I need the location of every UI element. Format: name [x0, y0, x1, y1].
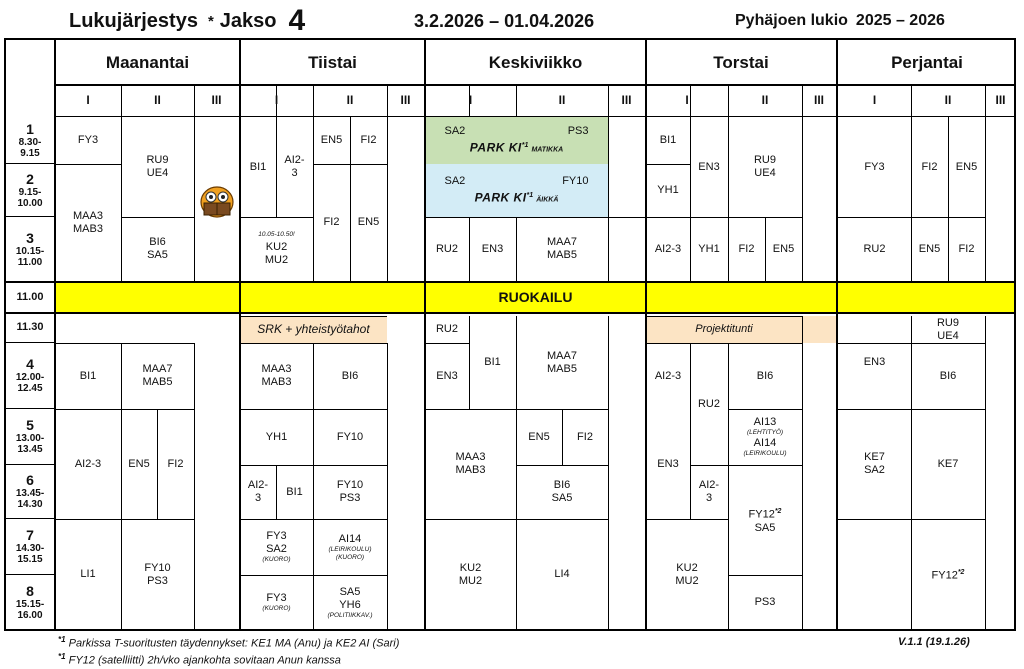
course-note: (KUORO) [262, 556, 291, 563]
grid-vline [985, 316, 986, 630]
period-time: 12.45 [17, 383, 43, 394]
course-code: YH1 [657, 184, 679, 196]
course-cell [240, 343, 313, 409]
course-cell [313, 465, 387, 519]
course-code: RU9 [146, 154, 169, 166]
course-cell [838, 217, 911, 281]
course-code: FY3 [864, 160, 885, 173]
course-code: RU9 [936, 316, 959, 329]
course-cell [425, 409, 516, 519]
course-code: FI2 [958, 242, 975, 255]
day-header-keskiviikko: Keskiviikko [488, 52, 583, 72]
course-code: 3 [254, 492, 262, 504]
course-cell [313, 343, 387, 409]
group-header-i: I [468, 93, 473, 107]
period-time: 11.30 [16, 321, 44, 333]
course-code: AI2-3 [654, 369, 682, 382]
course-cell [350, 164, 387, 281]
course-cell [240, 519, 313, 575]
course-footnote-marker: *2 [774, 508, 782, 516]
grid-vline [608, 316, 609, 630]
course-code: EN5 [528, 430, 550, 443]
course-code: MAB5 [547, 362, 577, 375]
period-label [6, 575, 54, 630]
course-cell [690, 217, 728, 281]
date-range [414, 6, 594, 36]
park-matikka-course-b: PS3 [567, 124, 589, 137]
period-time: 16.00 [17, 610, 43, 621]
course-cell [240, 217, 313, 281]
school-info [735, 6, 945, 36]
course-cell [313, 519, 387, 575]
course-cell [911, 343, 985, 409]
course-cell [516, 409, 562, 465]
course-cell [948, 217, 985, 281]
course-code: AI2- [284, 154, 305, 166]
course-code: LI4 [554, 568, 570, 580]
course-code: UE4 [937, 329, 959, 342]
period-label [6, 282, 54, 312]
srk-label: SRK + yhteistyötahot [257, 322, 370, 336]
course-code: EN5 [955, 160, 978, 173]
period-time: 8.30- [18, 136, 42, 148]
course-cell [121, 217, 194, 281]
footnote-2-text: FY12 (satelliitti) 2h/vko ajankohta sovitaan Anun kanssa [68, 654, 341, 667]
course-cell [240, 575, 313, 630]
footnote-2-marker: *1 [58, 652, 66, 661]
course-code: FY12$^{*2}$ [931, 569, 965, 582]
period-time: 9.15- [18, 186, 42, 198]
period-number: 2 [26, 170, 34, 187]
course-code: MAB3 [455, 464, 486, 476]
group-header-i: I [274, 93, 279, 107]
course-cell [690, 117, 728, 217]
course-code: FI2 [360, 134, 377, 146]
period-time: 9.15 [20, 147, 40, 159]
course-code: SA5 [147, 249, 168, 261]
course-cell [646, 519, 728, 630]
course-code: BI6 [553, 479, 571, 491]
period-label [6, 343, 54, 408]
course-code: EN3 [481, 242, 504, 255]
course-cell [646, 164, 690, 217]
park-matikka-course-a: SA2 [444, 124, 466, 137]
group-header-iii: III [211, 93, 222, 107]
course-cell [425, 316, 469, 343]
course-cell [350, 117, 387, 164]
period-label [6, 409, 54, 464]
group-header-iii: III [621, 93, 632, 107]
group-header-iii: III [400, 93, 411, 107]
grid-hline [4, 312, 1016, 314]
park-aikka-title: PARK KI [474, 190, 527, 205]
course-code: MU2 [458, 574, 483, 587]
cell-note: 10.05-10.50! [258, 231, 295, 238]
course-note: (LEHTITYÖ) [746, 429, 784, 436]
course-code: MAA7 [547, 236, 577, 248]
course-code: YH1 [265, 430, 288, 443]
course-code: MAB3 [261, 376, 292, 388]
course-code: BI1 [286, 485, 303, 498]
grid-vline [985, 117, 986, 281]
course-cell [121, 117, 194, 217]
course-cell [728, 217, 765, 281]
course-code: AI2- [698, 479, 720, 491]
course-cell [240, 465, 276, 519]
grid-vline [387, 117, 388, 281]
course-cell [425, 343, 469, 409]
course-footnote-marker: *2 [957, 569, 965, 577]
course-cell [469, 316, 516, 409]
course-code: AI2- [247, 479, 269, 491]
version-label: V.1.1 (19.1.26) [898, 636, 970, 648]
course-code: 3 [705, 492, 713, 504]
course-cell [562, 409, 608, 465]
course-cell [690, 343, 728, 465]
day-header-maanantai: Maanantai [105, 52, 190, 72]
course-code: KE7 [937, 457, 959, 470]
period-time: 11.00 [16, 290, 44, 303]
period-label [6, 313, 54, 342]
group-header-iii: III [995, 93, 1006, 107]
period-time: 11.00 [17, 256, 43, 268]
period-number: 4 [26, 356, 34, 372]
course-cell [157, 409, 194, 519]
period-number: 6 [26, 472, 34, 488]
course-cell [313, 409, 387, 465]
period-label [6, 465, 54, 518]
park-matikka-sub: MATIKKA [531, 146, 564, 154]
course-cell [728, 343, 802, 409]
course-code: MAA3 [261, 363, 292, 375]
course-code: FI2 [921, 160, 938, 173]
course-code: AI14 [338, 532, 362, 545]
course-code: UE4 [754, 167, 776, 179]
course-code: RU9 [753, 154, 776, 166]
park-matikka-title: PARK KI [469, 140, 522, 155]
course-code: AI13 [753, 416, 777, 428]
course-code: EN3 [657, 457, 679, 470]
course-code: BI1 [79, 369, 97, 382]
course-note: (POLITIIKKAV.) [327, 611, 373, 619]
period-time: 10.15- [15, 245, 45, 257]
course-code: FY10 [336, 430, 364, 443]
course-cell [121, 519, 194, 630]
period-time: 13.00- [15, 433, 45, 444]
course-code: MU2 [264, 254, 289, 266]
group-header-i: I [86, 93, 90, 107]
course-code: FI2 [738, 242, 755, 255]
course-code: KU2 [459, 561, 482, 574]
course-cell [516, 465, 608, 519]
course-cell [55, 164, 121, 281]
course-cell [516, 519, 608, 630]
group-header-ii: II [944, 93, 952, 107]
reading-mascot-icon [198, 182, 236, 220]
course-cell [646, 217, 690, 281]
course-code: KE7 [864, 451, 885, 463]
footnote-2 [58, 652, 341, 667]
course-code: BI6 [341, 369, 359, 382]
title-star: * [207, 12, 214, 30]
footnote-1-marker: *1 [58, 635, 66, 644]
course-code: FY10 [336, 479, 364, 491]
course-code: EN5 [918, 242, 941, 255]
grid-vline [802, 117, 803, 281]
course-note: (KUORO) [262, 605, 291, 612]
period-number: 8 [26, 583, 34, 599]
course-code: PS3 [147, 574, 168, 587]
period-label [6, 519, 54, 574]
day-header-perjantai: Perjantai [891, 52, 963, 72]
period-time: 15.15- [15, 599, 45, 610]
course-cell [55, 343, 121, 409]
course-code: KU2 [676, 561, 698, 574]
course-code: EN5 [128, 457, 150, 470]
course-cell [425, 519, 516, 630]
course-cell [838, 409, 911, 519]
course-code: FY3 [266, 592, 287, 604]
course-note: (LEIRIKOULU) [328, 545, 372, 553]
course-code: EN3 [436, 369, 458, 382]
projekti-label: Projektitunti [695, 323, 753, 335]
course-code: SA5 [551, 492, 573, 504]
course-code: MAA7 [547, 349, 577, 362]
course-cell [690, 465, 728, 519]
course-cell [911, 117, 948, 217]
course-code: UE4 [146, 167, 169, 179]
group-header-iii: III [813, 93, 824, 107]
lunch-label: RUOKAILU [498, 288, 573, 305]
period-time: 15.15 [17, 554, 43, 565]
course-code: MAB5 [547, 249, 577, 261]
park-matikka-sup: *1 [521, 141, 529, 149]
course-cell [425, 217, 469, 281]
course-cell [838, 316, 911, 409]
park-aikka-sup: *1 [526, 191, 534, 199]
course-cell [646, 343, 690, 409]
grid-vline [802, 316, 803, 630]
group-header-i: I [872, 93, 877, 107]
course-cell [728, 575, 802, 630]
course-cell [516, 217, 608, 281]
course-code: AI2-3 [74, 457, 102, 470]
course-code: EN5 [357, 216, 380, 228]
grid-vline [608, 117, 609, 281]
course-code: RU2 [435, 242, 458, 255]
course-cell [240, 409, 313, 465]
course-cell [516, 316, 608, 409]
park-aikka-sub: ÄIKKÄ [536, 196, 559, 204]
group-header-ii: II [558, 93, 566, 107]
course-code: BI1 [484, 356, 501, 368]
course-code: MAA7 [142, 363, 173, 375]
course-code: KU2 [265, 241, 288, 253]
course-cell [728, 465, 802, 575]
course-code: SA2 [266, 543, 287, 555]
course-cell [313, 575, 387, 630]
course-code: AI2-3 [654, 242, 682, 255]
course-cell [765, 217, 802, 281]
period-time: 13.45- [15, 488, 45, 499]
course-code: RU2 [435, 323, 458, 335]
course-cell [646, 409, 690, 519]
course-code: MAB3 [73, 222, 103, 235]
course-code: AI14 [753, 437, 777, 449]
course-code: EN5 [772, 242, 795, 255]
course-cell [838, 117, 911, 217]
course-cell [276, 465, 313, 519]
course-code: FY10 [144, 561, 171, 574]
course-code: YH1 [698, 242, 720, 255]
course-cell [728, 117, 802, 217]
course-cell [313, 164, 350, 281]
school-name: Pyhäjoen lukio [735, 12, 848, 29]
period-label [6, 217, 54, 281]
group-header-ii: II [154, 93, 161, 107]
period-time: 14.30 [17, 499, 43, 510]
course-code: FI2 [323, 216, 340, 228]
grid-vline [194, 117, 195, 281]
course-code: BI6 [756, 369, 774, 382]
course-cell [728, 409, 802, 465]
course-code: SA5 [754, 521, 776, 534]
course-code: BI1 [249, 160, 267, 173]
course-code: MAB5 [142, 376, 173, 388]
title-text: Lukujärjestys [69, 9, 198, 32]
jakso-number: 4 [288, 4, 306, 37]
course-cell [55, 409, 121, 519]
course-code: MAA3 [455, 451, 486, 463]
course-cell [121, 409, 157, 519]
course-code: 3 [291, 167, 298, 179]
footnote-1-text: Parkissa T-suoritusten täydennykset: KE1 MA (Anu) ja KE2 AI (Sari) [68, 637, 400, 650]
course-cell [55, 117, 121, 164]
course-cell [646, 117, 690, 164]
course-code: FY3 [77, 134, 99, 146]
course-code: LI1 [80, 568, 96, 580]
course-code: SA5 [339, 585, 361, 598]
course-cell [469, 217, 516, 281]
course-cell [240, 117, 276, 217]
park-aikka-course-a: SA2 [444, 174, 466, 187]
grid-vline [194, 343, 195, 630]
period-label [6, 117, 54, 163]
course-code: MAA3 [73, 209, 103, 222]
course-note: (KUORO) [335, 553, 365, 561]
park-aikka [425, 164, 608, 217]
course-cell [121, 343, 194, 409]
course-code: RU2 [697, 397, 720, 410]
course-code: EN5 [320, 134, 343, 146]
period-number: 7 [26, 527, 34, 543]
course-cell [911, 409, 985, 519]
group-header-i: I [685, 93, 689, 107]
day-header-tiistai: Tiistai [308, 52, 357, 72]
course-code: SA2 [864, 464, 885, 476]
course-code: EN3 [698, 160, 720, 173]
group-header-ii: II [761, 93, 769, 107]
course-code: FI2 [577, 430, 593, 443]
course-code: BI6 [939, 369, 957, 382]
course-code: YH6 [339, 598, 361, 611]
park-matikka [425, 117, 608, 164]
course-code: FY12$^{*2}$ [748, 508, 782, 521]
course-cell [313, 117, 350, 164]
period-time: 12.00- [15, 372, 45, 383]
course-code: FI2 [167, 457, 184, 470]
course-code: PS3 [754, 596, 776, 608]
course-code: BI1 [659, 134, 677, 146]
period-number: 5 [26, 417, 34, 433]
course-cell [911, 217, 948, 281]
course-cell [276, 117, 313, 217]
course-code: PS3 [339, 492, 361, 504]
course-cell [55, 519, 121, 630]
period-time: 14.30- [15, 543, 45, 554]
day-header-torstai: Torstai [713, 52, 769, 72]
period-number: 1 [26, 120, 34, 137]
course-cell [911, 519, 985, 630]
page-title [69, 6, 305, 36]
course-code: FY3 [266, 530, 287, 542]
grid-vline [387, 343, 388, 630]
footnote-1 [58, 635, 399, 650]
period-time: 13.45 [17, 444, 43, 455]
school-years: 2025 – 2026 [855, 12, 945, 29]
course-note: (LEIRIKOULU) [743, 450, 787, 457]
course-code: EN3 [863, 356, 886, 368]
date-range-text: 3.2.2026 – 01.04.2026 [414, 10, 595, 31]
course-code: BI6 [149, 236, 166, 248]
course-cell [911, 316, 985, 343]
period-time: 10.00 [17, 197, 43, 209]
course-code: RU2 [863, 242, 886, 255]
course-cell [948, 117, 985, 217]
jakso-label: Jakso [219, 9, 277, 32]
course-code: MU2 [675, 574, 699, 587]
period-number: 3 [26, 229, 34, 246]
period-label [6, 164, 54, 216]
group-header-ii: II [346, 93, 354, 107]
park-aikka-course-b: FY10 [562, 174, 589, 187]
